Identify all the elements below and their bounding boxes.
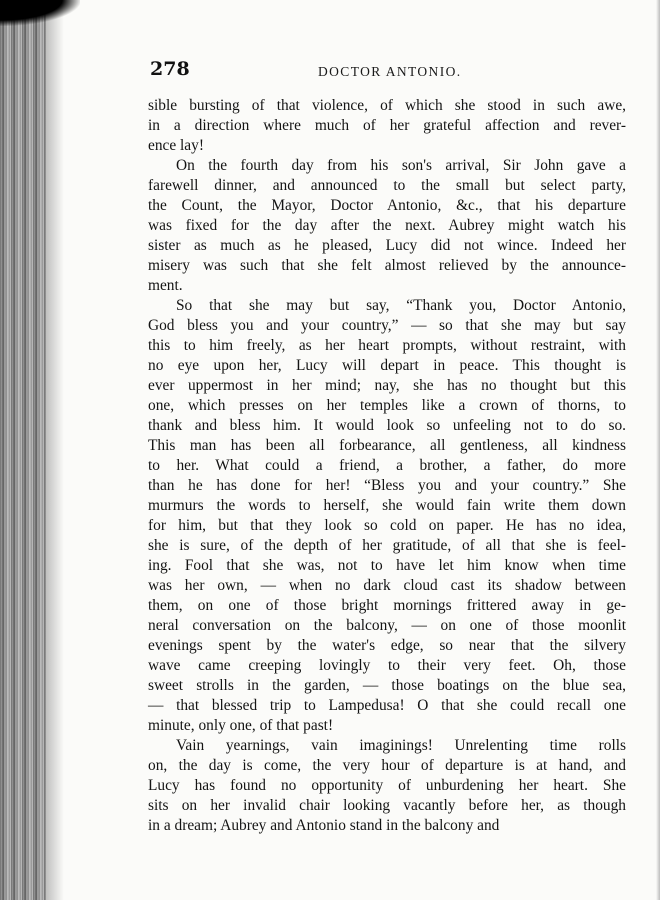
text-line: sister as much as he pleased, Lucy did not wince. Indeed her (148, 237, 626, 254)
text-line: in a dream; Aubrey and Antonio stand in the balcony and (148, 817, 500, 834)
text-line: ever uppermost in her mind; nay, she has no thought but this (148, 377, 626, 394)
text-line: in a direction where much of her grateful affection and rever- (148, 117, 626, 134)
text-line: On the fourth day from his son's arrival, Sir John gave a (176, 157, 626, 174)
page-header (150, 58, 624, 86)
text-line: she is sure, of the depth of her gratitude, of all that she is feel- (148, 537, 626, 554)
text-line: them, on one of those bright mornings frittered away in ge- (148, 597, 626, 614)
text-line: farewell dinner, and announced to the small but select party, (148, 177, 626, 194)
paragraph (148, 96, 626, 156)
text-line: — that blessed trip to Lampedusa! O that she could recall one (148, 697, 626, 714)
text-line: sits on her invalid chair looking vacantly before her, as though (148, 797, 626, 814)
text-line: Lucy has found no opportunity of unburdening her heart. She (148, 777, 626, 794)
body-text (148, 96, 626, 836)
running-head: DOCTOR ANTONIO. (318, 64, 462, 79)
text-line: was her own, — when no dark cloud cast its shadow between (148, 577, 626, 594)
text-line: ing. Fool that she was, not to have let him know when time (148, 557, 626, 574)
text-line: This man has been all forbearance, all gentleness, all kindness (148, 437, 626, 454)
text-line: this to him freely, as her heart prompts, without restraint, with (148, 337, 626, 354)
text-line: minute, only one, of that past! (148, 717, 334, 734)
text-line: thank and bless him. It would look so unfeeling not to do so. (148, 417, 626, 434)
text-line: ment. (148, 277, 183, 294)
text-line: murmurs the words to herself, she would fain write them down (148, 497, 626, 514)
paragraph (148, 736, 626, 836)
text-line: no eye upon her, Lucy will depart in peace. This thought is (148, 357, 626, 374)
text-line: sweet strolls in the garden, — those boatings on the blue sea, (148, 677, 626, 694)
text-line: the Count, the Mayor, Doctor Antonio, &c., that his departure (148, 197, 626, 214)
book-binding-gutter (0, 0, 46, 900)
corner-shadow (0, 0, 80, 26)
text-line: sible bursting of that violence, of which she stood in such awe, (148, 97, 626, 114)
paragraph (148, 156, 626, 296)
text-line: one, which presses on her temples like a crown of thorns, to (148, 397, 626, 414)
text-line: evenings spent by the water's edge, so near that the silvery (148, 637, 626, 654)
text-line: on, the day is come, the very hour of departure is at hand, and (148, 757, 626, 774)
page-edge (656, 0, 660, 900)
text-line: was fixed for the day after the next. Aubrey might watch his (148, 217, 626, 234)
text-line: for him, but that they look so cold on paper. He has no idea, (148, 517, 626, 534)
text-line: neral conversation on the balcony, — on one of those moonlit (148, 617, 626, 634)
text-line: ence lay! (148, 137, 204, 154)
paragraph (148, 296, 626, 736)
text-line: than he has done for her! “Bless you and your country.” She (148, 477, 626, 494)
text-line: Vain yearnings, vain imaginings! Unrelenting time rolls (176, 737, 626, 754)
text-line: to her. What could a friend, a brother, a father, do more (148, 457, 626, 474)
gutter-shadow (46, 0, 64, 900)
text-line: misery was such that she felt almost relieved by the announce- (148, 257, 626, 274)
text-line: So that she may but say, “Thank you, Doctor Antonio, (176, 297, 626, 314)
page-number: 278 (150, 58, 190, 80)
text-line: wave came creeping lovingly to their very feet. Oh, those (148, 657, 626, 674)
text-line: God bless you and your country,” — so that she may but say (148, 317, 626, 334)
